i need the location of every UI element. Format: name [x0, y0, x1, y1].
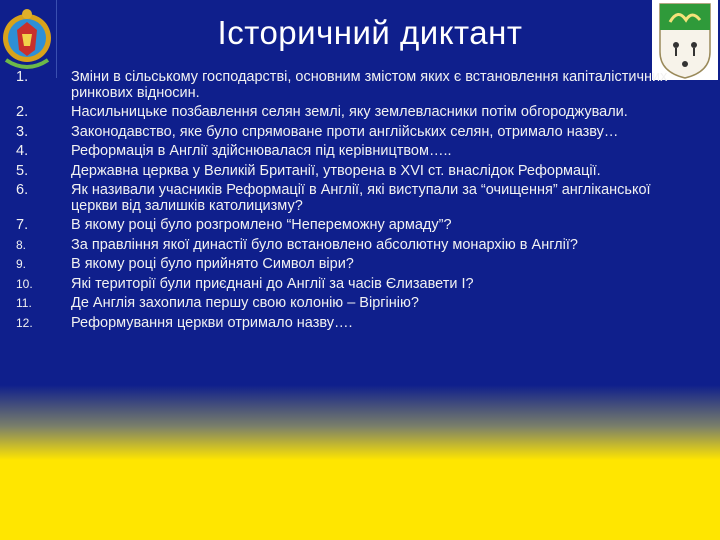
item-number: 4.	[16, 143, 29, 159]
item-text: Реформування церкви отримало назву….	[71, 314, 353, 331]
list-item	[16, 125, 676, 141]
item-number: 1.	[16, 69, 29, 85]
list-item	[16, 277, 676, 293]
item-text: Як називали учасників Реформації в Англії, які виступали за “очищення” англіканської церкви від залишків католицизму?	[71, 182, 651, 214]
list-item	[16, 296, 676, 312]
item-text: Де Англія захопила першу свою колонію – Віргінію?	[71, 295, 419, 311]
item-number: 11.	[16, 296, 32, 310]
question-list	[16, 70, 676, 335]
item-text: Які території були приєднані до Англії за часів Єлизавети І?	[71, 275, 474, 292]
item-number: 2.	[16, 104, 29, 120]
item-text: Реформація в Англії здійснювалася під керівництвом…..	[71, 143, 452, 159]
item-text: За правління якої династії було встановлено абсолютну монархію в Англії?	[71, 236, 578, 253]
list-item	[16, 257, 676, 273]
item-text: Насильницьке позбавлення селян землі, яку землевласники потім обгороджували.	[71, 104, 628, 120]
page-title: Історичний диктант	[217, 14, 523, 51]
item-text: Законодавство, яке було спрямоване проти англійських селян, отримало назву…	[71, 123, 619, 140]
list-item	[16, 316, 676, 332]
list-item	[16, 218, 676, 234]
item-number: 3.	[16, 123, 29, 140]
city-arms-icon	[652, 0, 718, 80]
item-number: 10.	[16, 276, 33, 291]
item-text: В якому році було розгромлено “Непереможну армаду”?	[71, 217, 452, 233]
list-item	[16, 183, 676, 214]
item-text: Зміни в сільському господарстві, основним змістом яких є встановлення капіталістичних ринкових відносин.	[71, 69, 668, 101]
list-item	[16, 70, 676, 101]
item-number: 12.	[16, 315, 33, 330]
item-number: 9.	[16, 257, 27, 271]
item-text: В якому році було прийнято Символ віри?	[71, 256, 354, 272]
list-item	[16, 238, 676, 254]
item-number: 8.	[16, 237, 27, 252]
item-number: 5.	[16, 162, 29, 179]
list-item	[16, 105, 676, 121]
list-item	[16, 144, 676, 160]
item-number: 6.	[16, 182, 29, 198]
list-item	[16, 164, 676, 180]
item-text: Державна церква у Великій Британії, утворена в XVI ст. внаслідок Реформації.	[71, 162, 601, 179]
item-number: 7.	[16, 217, 29, 233]
background-gradient	[0, 385, 720, 460]
coat-of-arms-icon	[0, 0, 56, 78]
